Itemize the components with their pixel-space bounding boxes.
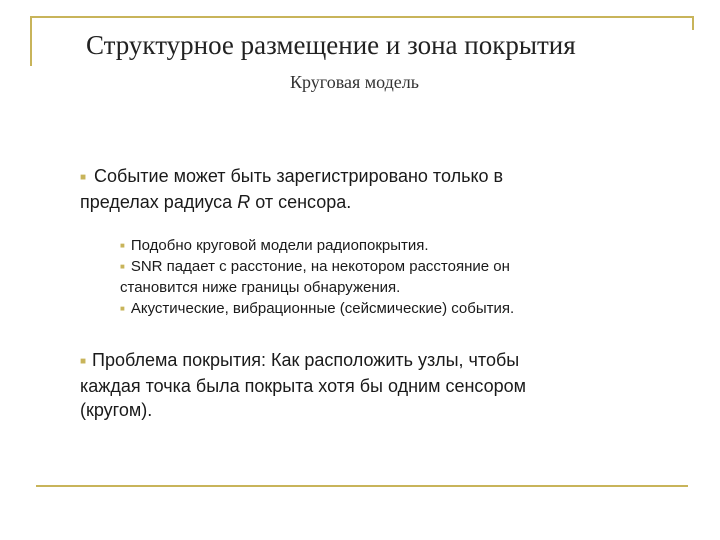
- square-bullet-icon: ■: [120, 304, 125, 313]
- frame-bottom-rule: [36, 485, 688, 487]
- bullet-event-radius: [80, 164, 640, 214]
- bullet-coverage-problem: [80, 348, 640, 422]
- square-bullet-icon: ■: [120, 241, 125, 250]
- bullet-text: от сенсора.: [250, 192, 352, 212]
- sub-bullet-item-cont: [120, 277, 660, 298]
- square-bullet-icon: ■: [80, 356, 87, 367]
- slide-subtitle: Круговая модель: [290, 72, 419, 92]
- sub-bullet-list: [120, 235, 660, 319]
- sub-bullet-text: становится ниже границы обнаружения.: [120, 279, 401, 296]
- sub-bullet-item: [120, 298, 660, 319]
- slide-title: Структурное размещение и зона покрытия: [86, 30, 576, 60]
- sub-bullet-item: [120, 256, 660, 277]
- radius-symbol: R: [237, 192, 251, 212]
- sub-bullet-text: Подобно круговой модели радиопокрытия.: [130, 237, 429, 254]
- bullet-text: каждая точка была покрыта хотя бы одним сенсором: [80, 376, 527, 396]
- frame-right-rule: [692, 16, 694, 30]
- bullet-text: (кругом).: [80, 400, 153, 420]
- sub-bullet-text: Акустические, вибрационные (сейсмические) события.: [130, 300, 515, 317]
- sub-bullet-item: [120, 235, 660, 256]
- square-bullet-icon: ■: [80, 172, 87, 183]
- sub-bullet-text: SNR падает с расстоние, на некотором расстояние он: [130, 258, 510, 275]
- frame-top-rule: [30, 16, 694, 18]
- frame-left-rule: [30, 16, 32, 66]
- square-bullet-icon: ■: [120, 262, 125, 271]
- bullet-text: Проблема покрытия: Как расположить узлы, чтобы: [92, 350, 520, 370]
- bullet-text: Событие может быть зарегистрировано только в: [94, 166, 504, 186]
- bullet-text: пределах радиуса: [80, 192, 238, 212]
